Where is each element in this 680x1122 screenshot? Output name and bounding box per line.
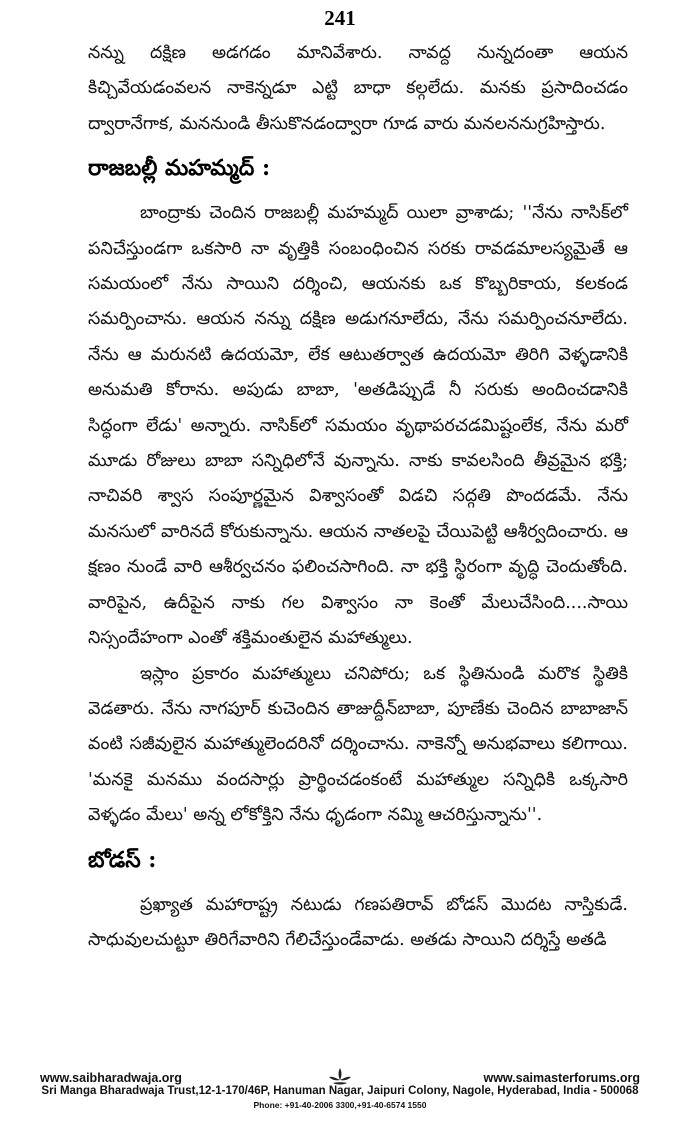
- footer-phone: Phone: +91-40-2006 3300,+91-40-6574 1550: [253, 1100, 427, 1110]
- paragraph-4: ప్రఖ్యాత మహారాష్ట్ర నటుడు గణపతిరావ్ బోడస్ మొదట నాస్తికుడే. సాధువులచుట్టూ తిరిగేవారిని గేలిచేస్తుండేవాడు. అతడు సాయిని దర్శిస్తే అతడి: [88, 894, 628, 950]
- paragraph-3: ఇస్లాం ప్రకారం మహాత్ములు చనిపోరు; ఒక స్థితినుండి మరొక స్థితికి వెడతారు. నేను నాగపూర్ కుచెందిన తాజుద్దీన్‌బాబా, పూణేకు చెందిన బాబాజాన్ వంటి సజీవులైన మహాత్ములెందరినో దర్శించాను. నాకెన్నో అనుభవాలు కలిగాయి. 'మనకై మనము వందసార్లు ప్రార్థించడంకంటే మహాత్ముల సన్నిధికి ఒక్కసారి వెళ్ళడం మేలు' అన్న లోకోక్తిని నేను ధృడంగా నమ్మి ఆచరిస్తున్నాను''.: [88, 663, 628, 826]
- footer-left-site-link[interactable]: www.saibharadwaja.org: [40, 1071, 182, 1085]
- section-heading-rajaballi: రాజబల్లీ మహమ్మద్ :: [88, 155, 271, 182]
- footer-right-site-link[interactable]: www.saimasterforums.org: [483, 1071, 640, 1085]
- page-number: 241: [324, 6, 356, 30]
- paragraph-1: నన్ను దక్షిణ అడగడం మానివేశారు. నావద్ద నున్నదంతా ఆయన కిచ్చివేయడంవలన నాకెన్నడూ ఎట్టి బాధా కల్గలేదు. మనకు ప్రసాదించడం ద్వారానేగాక, మననుండి తీసుకొనడంద్వారా గూడ వారు మనలననుగ్రహిస్తారు.: [88, 43, 628, 134]
- page-footer: [0, 1066, 680, 1122]
- footer-address: Sri Manga Bharadwaja Trust,12-1-170/46P, Hanuman Nagar, Jaipuri Colony, Nagole, Hyderabad, India - 500068: [41, 1085, 639, 1097]
- page-content: [88, 36, 628, 958]
- section-heading-bodas: బోడస్ :: [88, 846, 157, 873]
- paragraph-2: బాంద్రాకు చెందిన రాజబల్లీ మహమ్మద్ యిలా వ్రాశాడు; ''నేను నాసిక్‌లో పనిచేస్తుండగా ఒకసారి నా వృత్తికి సంబంధించిన సరకు రావడమాలస్యమైతే ఆ సమయంలో నేను సాయిని దర్శించి, ఆయనకు ఒక కొబ్బరికాయ, కలకండ సమర్పించాను. ఆయన నన్ను దక్షిణ అడుగనూలేదు, నేను సమర్పించనూలేదు. నేను ఆ మరునటి ఉదయమో, లేక ఆటుతర్వాత ఉదయమో తిరిగి వెళ్ళడానికి అనుమతి కోరాను. అపుడు బాబా, 'అతడిప్పుడే నీ సరుకు అందించడానికి సిద్ధంగా లేడు' అన్నారు. నాసిక్‌లో సమయం వృథాపరచడమిష్టంలేక, నేను మరో మూడు రోజులు బాబా సన్నిధిలోనే వున్నాను. నాకు కావలసింది తీవ్రమైన భక్తి; నాచివరి శ్వాస సంపూర్ణమైన విశ్వాసంతో విడచి సద్గతి పొందడమే. నేను మనసులో వారినదే కోరుకున్నాను. ఆయన నాతలపై చేయిపెట్టి ఆశీర్వదించారు. ఆ క్షణం నుండే వారి ఆశీర్వచనం ఫలించసాగింది. నా భక్తి స్థిరంగా వృద్ధి చెందుతోంది. వారిపైన, ఉదీపైన నాకు గల విశ్వాసం నా కెంతో మేలుచేసింది....సాయి నిస్సందేహంగా ఎంతో శక్తిమంతులైన మహాత్ములు.: [88, 203, 628, 649]
